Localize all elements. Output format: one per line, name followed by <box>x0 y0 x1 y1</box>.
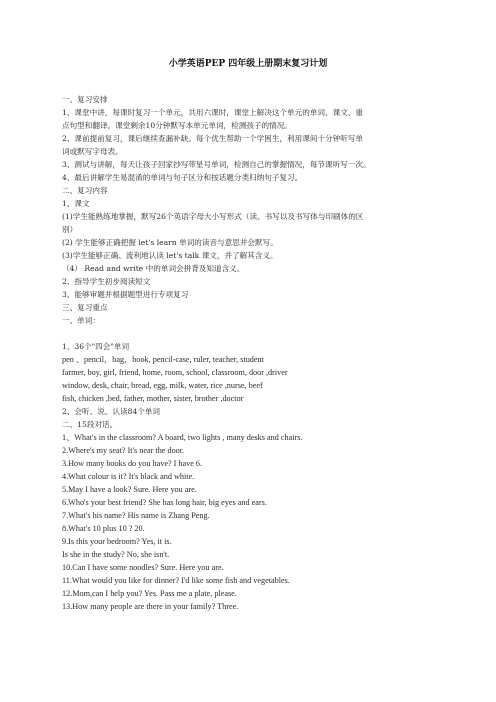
text-line: fish, chicken ,bed, father, mother, sister, brother ,doctor <box>62 394 244 403</box>
text-line: 8.What's 10 plus 10 ? 20. <box>62 524 145 533</box>
text-line: 三、复习重点 <box>62 303 108 312</box>
text-line: 12.Mom,can I help you? Yes. Pass me a plate, please. <box>62 589 237 598</box>
text-line: 2、指导学生初步阅读短文 <box>62 277 151 286</box>
text-line: 13.How many people are there in your family? Three. <box>62 602 239 611</box>
text-line: 2、课前提前复习，课后继续查漏补缺。每个优生帮助一个学困生，利用课间十分钟听写单 <box>62 134 363 143</box>
text-line: 3、测试与讲解，每天让孩子回家抄写带星号单词，检测自己的掌握情况，每节课听写一次。 <box>62 160 371 169</box>
document-title: 小学英语PEP 四年级上册期末复习计划 <box>168 59 328 69</box>
text-line: 3、能够审题并根据题型进行专项复习 <box>62 290 189 299</box>
text-line: (3)学生能够正确、流利地认读 let's talk 课文，并了解其含义。 <box>62 251 278 260</box>
text-line: 4.What colour is it? It's black and white. <box>62 472 195 481</box>
text-line: 2、会听、说、认读84个单词 <box>62 407 161 416</box>
text-line: 二、15段对话。 <box>62 420 118 429</box>
text-line: 一、单词： <box>62 316 100 325</box>
text-line: 3.How many books do you have? I have 6. <box>62 459 203 468</box>
text-line: 7.What's his name? His name is Zhang Peng. <box>62 511 210 520</box>
text-line: 1、What's in the classroom? A board, two lights , many desks and chairs. <box>62 433 303 442</box>
text-line: 2.Where's my seat? It's near the door. <box>62 446 185 455</box>
text-line: (2) 学生能够正确把握 let's learn 单词的读音与意思并会默写。 <box>62 238 278 247</box>
text-line: (1)学生能熟练地掌握，默写26个英语字母大小写形式（读、书写以及书写体与印刷体的区 <box>62 212 364 221</box>
text-line: 9.Is this your bedroom? Yes, it is. <box>62 537 172 546</box>
text-line: 11.What would you like for dinner? I'd like some fish and vegetables. <box>62 576 290 585</box>
text-line: 别） <box>62 225 78 234</box>
text-line: 1、课堂中讲，每课时复习一个单元，共用六课时，课堂上解决这个单元的单词、课文、重 <box>62 108 363 117</box>
text-line: 1、课文 <box>62 199 90 208</box>
text-line: 一、复习安排 <box>62 95 108 104</box>
text-line: window, desk, chair, bread, egg, milk, water, rice ,nurse, beef <box>62 381 263 390</box>
text-line: 1、36个"四会"单词 <box>62 342 130 351</box>
text-line: 10.Can I have some noodles? Sure. Here you are. <box>62 563 224 572</box>
text-line: 6.Who's your best friend? She has long hair, big eyes and ears. <box>62 498 267 507</box>
text-line: 词或默写字母表。 <box>62 147 123 156</box>
text-line: 4、最后讲解学生易混淆的单词与句子区分和按话题分类归纳句子复习。 <box>62 173 303 182</box>
text-line: pen 、pencil，bag，book, pencil-case, ruler, teacher, student <box>62 355 264 364</box>
text-line: 点句型和翻译。课堂剩余10分钟默写本单元单词，检测孩子的情况。 <box>62 121 292 130</box>
text-line: 5.May I have a look? Sure. Here you are. <box>62 485 197 494</box>
text-line: （4） Read and write 中的单词会拼背及知道含义。 <box>62 264 245 273</box>
text-line: Is she in the study? No, she isn't. <box>62 550 170 559</box>
text-line: farmer, boy, girl, friend, home, room, school, classroom, door ,driver <box>62 368 288 377</box>
text-line: 二、复习内容 <box>62 186 108 195</box>
